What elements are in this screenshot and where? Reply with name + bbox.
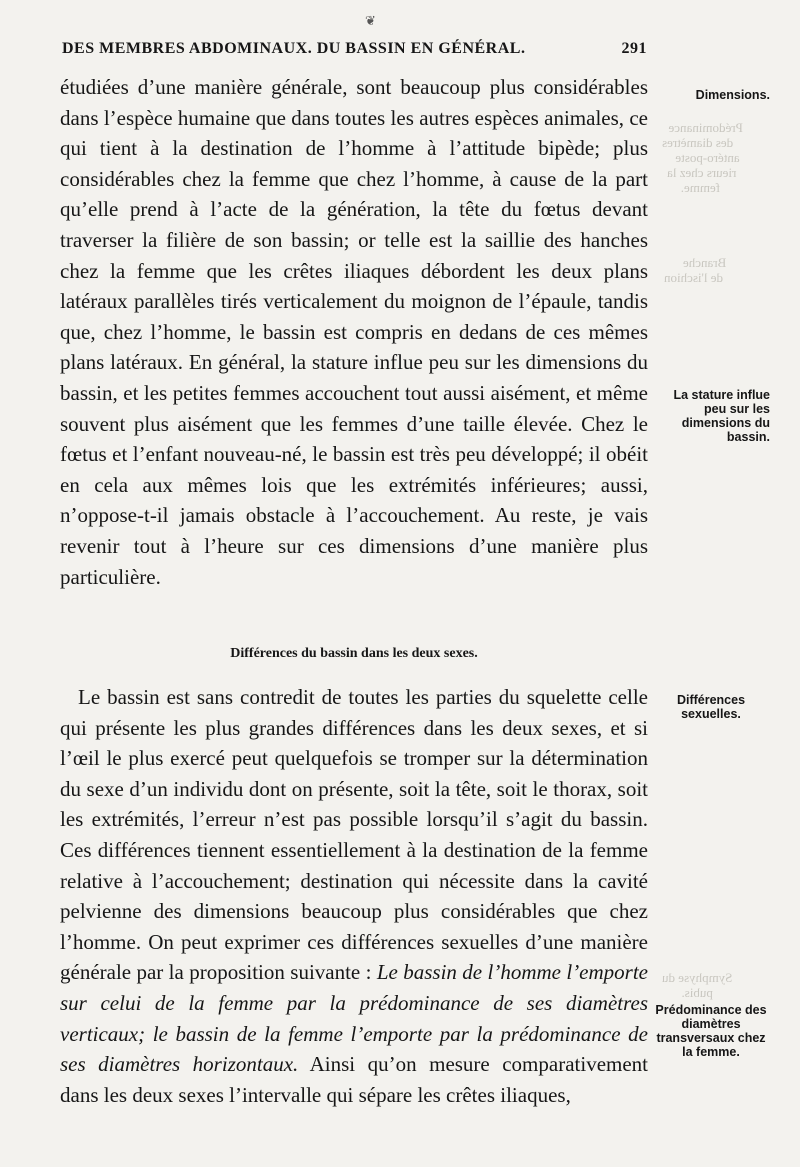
paragraph-sexual-differences [60, 682, 648, 1110]
paragraph-text: étudiées d’une manière générale, sont beaucoup plus considérables dans l’espèce humaine que dans toutes les autres espèces animales, ce qui tient à la destination de l’homme à l’attitude bipède; plus considérables chez la femme que chez l’homme, à cause de la part qu’elle prend à l’acte de la génération, la tête du fœtus devant traverser la filière de son bassin; or telle est la saillie des hanches chez la femme que les crêtes iliaques débordent les deux plans latéraux parallèles tirés verticalement du moignon de l’épaule, tandis que, chez l’homme, le bassin est compris en dedans de ces mêmes plans latéraux. En général, la stature influe peu sur les dimensions du bassin, et les petites femmes accouchent tout aussi aisément, et même souvent plus aisément que les femmes d’une taille élevée. Chez le fœtus et l’enfant nouveau-né, le bassin est très peu développé; il obéit en cela aux mêmes lois que les extrémités inférieures; aussi, n’oppose-t-il jamais obstacle à l’accouchement. Au reste, je vais revenir tout à l’heure sur ces dimensions d’une manière plus particulière. [60, 75, 648, 589]
paragraph-text-after: Ainsi qu’on mesure comparativement dans les deux sexes l’intervalle qui sépare les crêtes iliaques, [60, 1052, 649, 1107]
margin-note-dimensions: Dimensions. [695, 88, 770, 102]
running-head-title: DES MEMBRES ABDOMINAUX. DU BASSIN EN GÉNÉRAL. [62, 40, 526, 57]
show-through-text: Branche de l'ischion [664, 255, 727, 285]
margin-note-differences: Différences sexuelles. [676, 693, 746, 721]
page-number: 291 [621, 40, 647, 57]
paragraph-body [60, 682, 648, 1110]
page-ornament: ❦ [365, 14, 376, 29]
section-heading: Différences du bassin dans les deux sexes. [230, 646, 478, 661]
running-head [62, 40, 647, 58]
show-through-text: Prédominance des diamètres antéro-poste rieurs chez la femme. [662, 120, 743, 195]
show-through-text: Symphyse du pubis. [662, 970, 733, 1000]
paragraph-dimensions [60, 72, 648, 592]
paragraph-text-before: Le bassin est sans contredit de toutes les parties du squelette celle qui présente les plus grandes différences dans les deux sexes, et si l’œil le plus exercé peut quelquefois se tromper sur la détermination du sexe d’un individu dont on présente, soit la tête, soit le thorax, soit les extrémités, l’erreur n’est pas possible lorsqu’il s’agit du bassin. Ces différences tiennent essentiellement à la destination de la femme relative à l’accouchement; destination qui nécessite dans la cavité pelvienne des dimensions beaucoup plus considérables que chez l’homme. On peut exprimer ces différences sexuelles d’une manière générale par la proposition suivante : [60, 685, 648, 985]
margin-note-stature: La stature influe peu sur les dimensions du bassin. [673, 388, 770, 444]
margin-note-predominance: Prédominance des diamètres transversaux chez la femme. [655, 1003, 767, 1059]
italic-proposition: Le bassin de l’homme l’emporte sur celui de la femme par la prédominance de ses diamètres verticaux; le bassin de la femme l’emporte par la prédominance de ses diamètres horizontaux. [60, 960, 648, 1077]
